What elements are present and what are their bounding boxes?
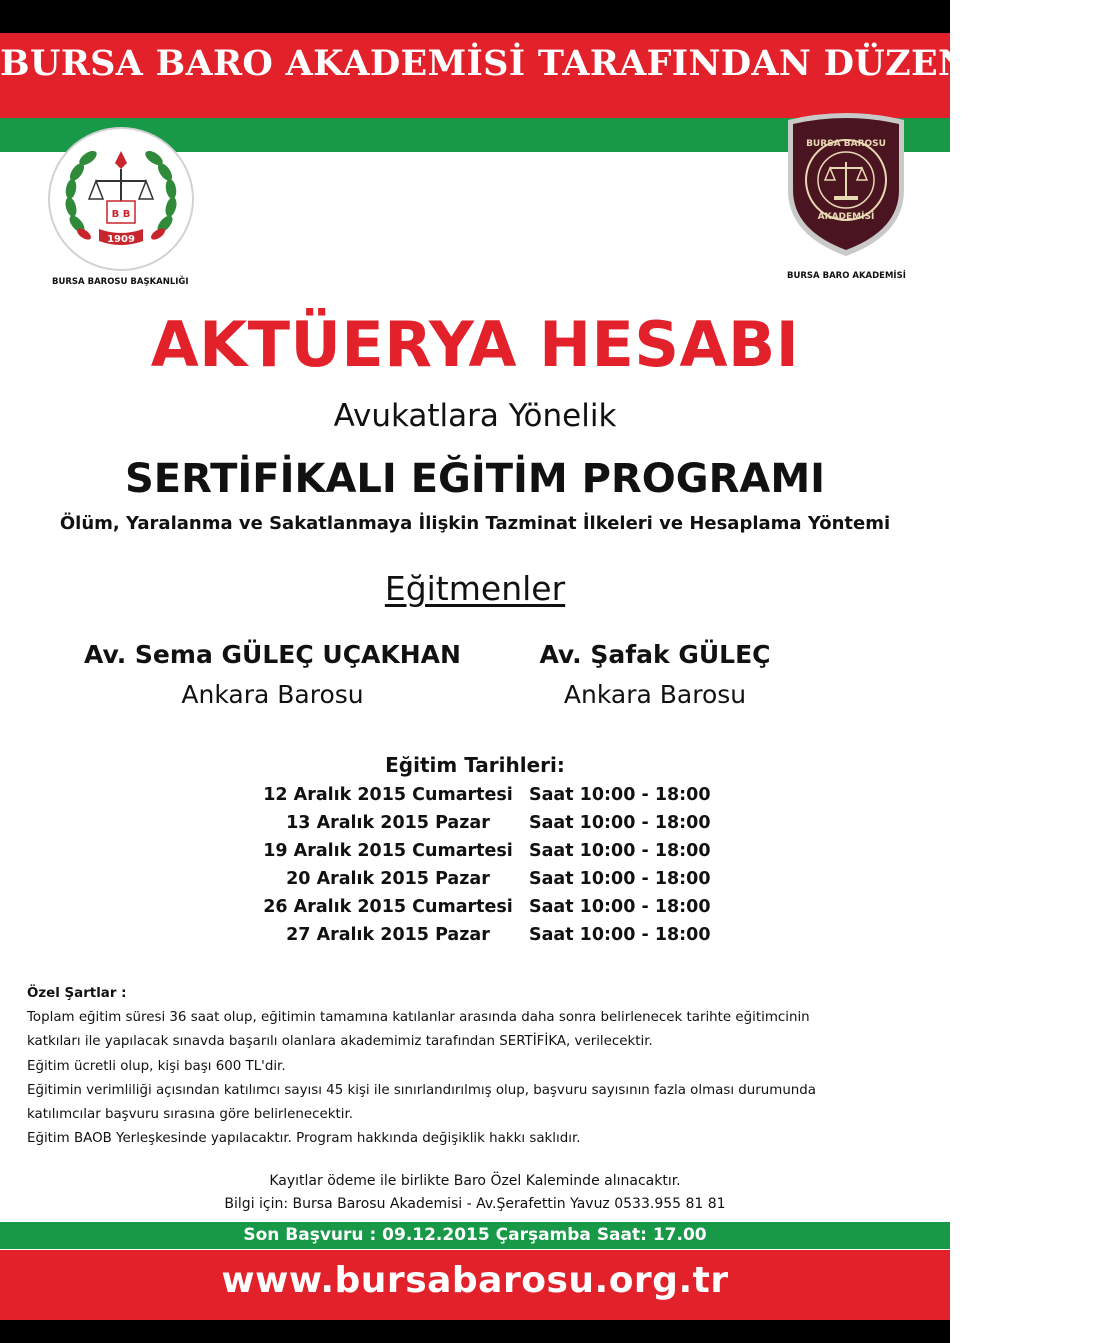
audience-subtitle: Avukatlara Yönelik — [333, 398, 617, 434]
left-logo-caption: BURSA BAROSU BAŞKANLIĞI — [52, 277, 189, 287]
program-title: SERTİFİKALI EĞİTİM PROGRAMI — [124, 456, 826, 502]
terms-line: Eğitim BAOB Yerleşkesinde yapılacaktır. Program hakkında değişiklik hakkı saklıdır. — [27, 1131, 581, 1147]
contact-info: Bilgi için: Bursa Barosu Akademisi - Av.Şerafettin Yavuz 0533.955 81 81 — [224, 1196, 726, 1212]
schedule-date: 20 Aralık 2015 Pazar — [286, 869, 490, 889]
shield-icon — [782, 110, 910, 260]
schedule-time: Saat 10:00 - 18:00 — [529, 841, 711, 861]
schedule-time: Saat 10:00 - 18:00 — [529, 925, 711, 945]
top-black-bar — [0, 0, 950, 33]
terms-line: Eğitimin verimliliği açısından katılımcı sayısı 45 kişi ile sınırlandırılmış olup, başvuru sayısının fazla olması durumunda — [27, 1082, 816, 1098]
terms-line: Eğitim ücretli olup, kişi başı 600 TL'dir. — [27, 1058, 286, 1074]
header-title: BURSA BARO AKADEMİSİ TARAFINDAN DÜZENLENEN — [0, 43, 1114, 84]
schedule-date: 19 Aralık 2015 Cumartesi — [263, 841, 513, 861]
bursa-barosu-seal-logo — [48, 127, 194, 271]
svg-text:B B: B B — [111, 209, 131, 220]
svg-text:AKADEMİSİ: AKADEMİSİ — [817, 212, 875, 222]
svg-text:BURSA BAROSU: BURSA BAROSU — [806, 139, 886, 149]
seal-icon — [50, 129, 192, 269]
instructors-heading: Eğitmenler — [384, 569, 566, 608]
schedule-time: Saat 10:00 - 18:00 — [529, 897, 711, 917]
schedule-time: Saat 10:00 - 18:00 — [529, 785, 711, 805]
schedule-time: Saat 10:00 - 18:00 — [529, 813, 711, 833]
bursa-baro-akademisi-logo — [782, 110, 910, 260]
terms-line: Toplam eğitim süresi 36 saat olup, eğitimin tamamına katılanlar arasında daha sonra belirlenecek tarihte eğitimcinin — [27, 1010, 810, 1026]
instructor-name: Av. Sema GÜLEÇ UÇAKHAN — [84, 640, 461, 669]
terms-title: Özel Şartlar : — [27, 986, 127, 1001]
schedule-time: Saat 10:00 - 18:00 — [529, 869, 711, 889]
registration-note: Kayıtlar ödeme ile birlikte Baro Özel Kaleminde alınacaktır. — [269, 1173, 681, 1189]
application-deadline: Son Başvuru : 09.12.2015 Çarşamba Saat: 17.00 — [243, 1225, 707, 1245]
website-link[interactable]: www.bursabarosu.org.tr — [221, 1260, 729, 1301]
schedule-date: 27 Aralık 2015 Pazar — [286, 925, 490, 945]
main-title: AKTÜERYA HESABI — [150, 308, 800, 381]
schedule-heading: Eğitim Tarihleri: — [385, 753, 565, 777]
special-terms — [27, 982, 927, 1151]
bottom-black-bar — [0, 1320, 950, 1343]
svg-text:1909: 1909 — [107, 234, 135, 245]
instructor-organization: Ankara Barosu — [181, 680, 364, 709]
schedule-date: 12 Aralık 2015 Cumartesi — [263, 785, 513, 805]
topic-subtitle: Ölüm, Yaralanma ve Sakatlanmaya İlişkin Tazminat İlkeleri ve Hesaplama Yöntemi — [59, 513, 891, 534]
instructor-organization: Ankara Barosu — [563, 680, 747, 709]
schedule-date: 26 Aralık 2015 Cumartesi — [263, 897, 513, 917]
terms-line: katılımcılar başvuru sırasına göre belirlenecektir. — [27, 1107, 353, 1123]
right-logo-caption: BURSA BARO AKADEMİSİ — [787, 271, 906, 281]
schedule-date: 13 Aralık 2015 Pazar — [286, 813, 490, 833]
instructor-name: Av. Şafak GÜLEÇ — [539, 640, 771, 669]
terms-line: katkıları ile yapılacak sınavda başarılı olanlara akademimiz tarafından SERTİFİKA, verilecektir. — [27, 1034, 653, 1050]
